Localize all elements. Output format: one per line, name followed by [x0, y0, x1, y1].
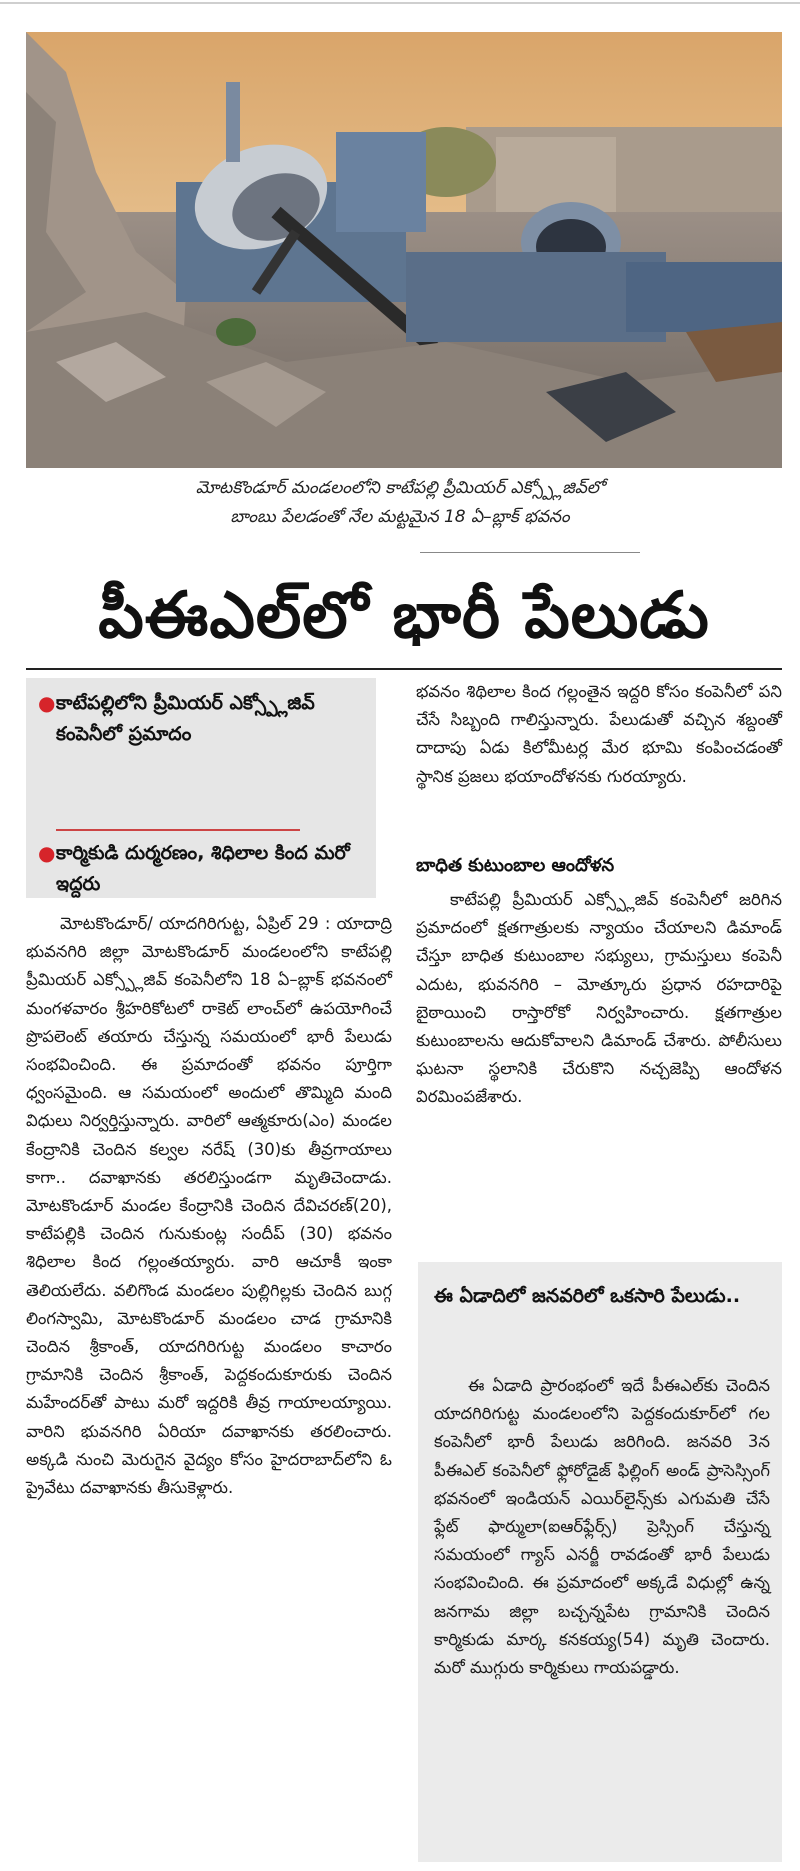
- highlight-text-2: కార్మికుడి దుర్మరణం, శిధిలాల కింద మరో ఇద్దరు: [56, 842, 350, 895]
- subhead-families-protest: బాధిత కుటుంబాల ఆందోళన: [416, 855, 615, 876]
- bullet-icon: ●: [38, 841, 56, 865]
- article-left-column: [26, 910, 392, 1502]
- highlight-separator: [56, 829, 300, 831]
- highlight-item-1: [38, 688, 366, 750]
- sidebar-box: [418, 1262, 782, 1862]
- news-photo: [26, 32, 782, 468]
- sidebar-body: [434, 1372, 770, 1682]
- bullet-icon: ●: [38, 691, 56, 715]
- headline: పీఈఎల్‌లో భారీ పేలుడు: [98, 579, 710, 653]
- highlights-box: [26, 678, 376, 898]
- headline-rule: [26, 668, 782, 670]
- right-column-body-text: కాటేపల్లి ప్రీమియర్ ఎక్స్ప్లోజివ్ కంపెనీలో జరిగిన ప్రమాదంలో క్షతగాత్రులకు న్యాయం చేయాలని డిమాండ్ చేస్తూ బాధిత కుటుంబాల సభ్యులు, గ్రామస్తులు కంపెనీ ఎదుట, భువనగిరి – మోత్కూరు ప్రధాన రహదారిపై బైఠాయించి రాస్తారోకో నిర్వహించారు. క్షతగాత్రుల కుటుంబాలను ఆదుకోవాలని డిమాండ్ చేశారు. పోలీసులు ఘటనా స్థలానికి చేరుకొని నచ్చజెప్పి ఆందోళన విరమింపజేశారు.: [416, 890, 782, 1107]
- right-column-intro-text: భవనం శిథిలాల కింద గల్లంతైన ఇద్దరి కోసం కంపెనీలో పని చేసే సిబ్బంది గాలిస్తున్నారు. పేలుడుతో వచ్చిన శబ్దంతో దాదాపు ఏడు కిలోమీటర్ల మేర భూమి కంపించడంతో స్థానిక ప్రజలు భయాందోళనకు గురయ్యారు.: [416, 682, 782, 786]
- photo-caption: [120, 474, 680, 532]
- caption-line-2: బాంబు పేలడంతో నేల మట్టమైన 18 ఏ–బ్లాక్ భవనం: [230, 507, 570, 527]
- sidebar-body-text: ఈ ఏడాది ప్రారంభంలో ఇదే పీఈఎల్‌కు చెందిన యాదగిరిగుట్ట మండలంలోని పెద్దకందుకూర్‌లో గల కంపెనీలో భారీ పేలుడు జరిగింది. జనవరి 3న పీఈఎల్ కంపెనీలో ఫ్లోరోడైజ్ ఫిల్లింగ్ అండ్ ప్రాసెస్సింగ్ భవనంలో ఇండియన్ ఎయిర్‌లైన్స్‌కు ఎగుమతి చేసే ఫ్లేట్ ఫార్ములా(ఐఆర్‌ఫ్లేర్స్) ప్రెస్సింగ్ చేస్తున్న సమయంలో గ్యాస్ ఎనర్జీ రావడంతో భారీ పేలుడు సంభవించింది. ఈ ప్రమాదంలో అక్కడే విధుల్లో ఉన్న జనగామ జిల్లా బచ్చన్నపేట గ్రామానికి చెందిన కార్మికుడు మార్క కనకయ్య(54) మృతి చెందారు. మరో ముగ్గురు కార్మికులు గాయపడ్డారు.: [434, 1376, 770, 1678]
- top-rule: [0, 2, 800, 4]
- article-right-column-body: [416, 886, 782, 1112]
- highlight-item-2: [38, 838, 366, 900]
- rubble-photo-illustration: [26, 32, 782, 468]
- left-column-text: మోటకొండూర్/ యాదగిరిగుట్ట, ఏప్రిల్ 29 : యాదాద్రి భువనగిరి జిల్లా మోటకొండూర్ మండలంలోని కాటేపల్లి ప్రీమియర్ ఎక్స్ప్లోజివ్ కంపెనీలోని 18 ఏ–బ్లాక్ భవనంలో మంగళవారం శ్రీహరికోటలో రాకెట్ లాంచ్‌లో ఉపయోగించే ప్రొపలెంట్ తయారు చేస్తున్న సమయంలో భారీ పేలుడు సంభవించింది. ఈ ప్రమాదంతో భవనం పూర్తిగా ధ్వంసమైంది. ఆ సమయంలో అందులో తొమ్మిది మంది విధులు నిర్వర్తిస్తున్నారు. వారిలో ఆత్మకూరు(ఎం) మండల కేంద్రానికి చెందిన కల్వల నరేష్ (30)కు తీవ్రగాయాలు కాగా.. దవాఖానకు తరలిస్తుండగా మృతిచెందాడు. మోటకొండూర్ మండల కేంద్రానికి చెందిన దేవిచరణ్(20), కాటేపల్లికి చెందిన గునుకుంట్ల సందీప్ (30) భవనం శిధిలాల కింద గల్లంతయ్యారు. వారి ఆచూకీ ఇంకా తెలియలేదు. వలిగొండ మండలం పుల్లిగిల్లకు చెందిన బుగ్గ లింగస్వామి, మోటకొండూర్ మండలం చాడ గ్రామానికి చెందిన శ్రీకాంత్, యాదగిరిగుట్ట మండలం కాచారం గ్రామానికి చెందిన శ్రీకాంత్, పెద్దకందుకూరుకు చెందిన మహేందర్‌తో పాటు మరో ఇద్దరికి తీవ్ర గాయాలయ్యాయి. వారిని భువనగిరి ఏరియా దవాఖానకు తరలించారు. అక్కడి నుంచి మెరుగైన వైద్యం కోసం హైదరాబాద్‌లోని ఓ ప్రైవేటు దవాఖానకు తీసుకెళ్లారు.: [26, 914, 392, 1498]
- article-right-column-intro: [416, 678, 782, 791]
- highlight-text-1: కాటేపల్లిలోని ప్రీమియర్ ఎక్స్ప్లోజివ్ కంపెనీలో ప్రమాదం: [56, 692, 315, 745]
- caption-line-1: మోటకొండూర్ మండలంలోని కాటేపల్లి ప్రీమియర్ ఎక్స్ప్లోజివ్‌లో: [195, 478, 605, 498]
- sidebar-title: ఈ ఏడాదిలో జనవరిలో ఒకసారి పేలుడు..: [434, 1285, 741, 1307]
- caption-underline: [420, 552, 640, 553]
